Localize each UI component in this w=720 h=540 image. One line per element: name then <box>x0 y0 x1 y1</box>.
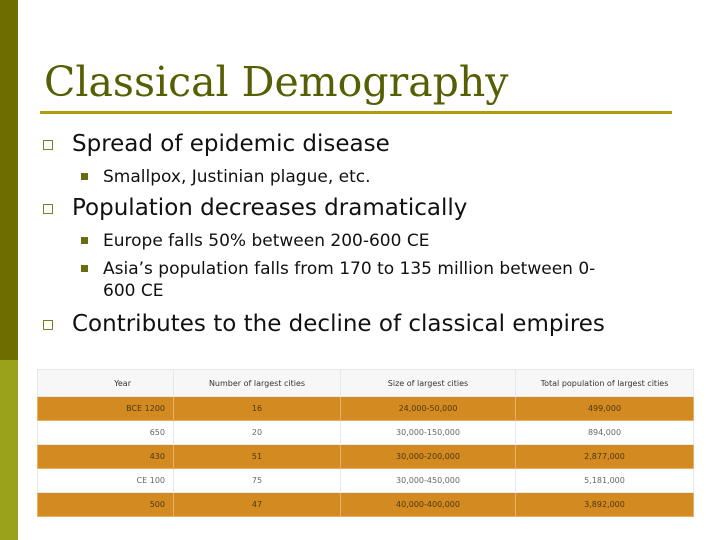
left-accent-bar-top <box>0 0 18 118</box>
column-header-year: Year <box>38 370 174 397</box>
table-row <box>38 469 694 493</box>
population-table <box>37 369 694 517</box>
filled-square-bullet-icon <box>81 265 88 272</box>
square-bullet-icon <box>43 140 53 150</box>
sub-bullet-text: Asia’s population falls from 170 to 135 million between 0- <box>103 259 596 279</box>
square-bullet-icon <box>43 204 53 214</box>
sub-bullet-text: Smallpox, Justinian plague, etc. <box>103 167 371 187</box>
sub-bullet-text-continued: 600 CE <box>103 281 164 301</box>
filled-square-bullet-icon <box>81 237 88 244</box>
column-header-number: Number of largest cities <box>174 370 341 397</box>
bullet-text: Population decreases dramatically <box>72 195 468 221</box>
cell-year: 650 <box>38 421 174 445</box>
cell-size: 40,000-400,000 <box>341 493 516 517</box>
table-row <box>38 445 694 469</box>
cell-year: 500 <box>38 493 174 517</box>
table-row <box>38 493 694 517</box>
cell-year: BCE 1200 <box>38 397 174 421</box>
table-header-row <box>38 370 694 397</box>
filled-square-bullet-icon <box>81 173 88 180</box>
cell-size: 30,000-450,000 <box>341 469 516 493</box>
sub-bullet-text: Europe falls 50% between 200-600 CE <box>103 231 430 251</box>
cell-year: 430 <box>38 445 174 469</box>
cell-total: 3,892,000 <box>516 493 694 517</box>
table-row <box>38 397 694 421</box>
cell-total: 5,181,000 <box>516 469 694 493</box>
bullet-text: Spread of epidemic disease <box>72 131 390 157</box>
bullet-text: Contributes to the decline of classical empires <box>72 311 605 337</box>
cell-number: 47 <box>174 493 341 517</box>
column-header-size: Size of largest cities <box>341 370 516 397</box>
title-underline <box>40 111 672 114</box>
cell-size: 24,000-50,000 <box>341 397 516 421</box>
cell-size: 30,000-150,000 <box>341 421 516 445</box>
cell-year: CE 100 <box>38 469 174 493</box>
cell-total: 894,000 <box>516 421 694 445</box>
table-row <box>38 421 694 445</box>
left-accent-bar <box>0 0 18 540</box>
cell-number: 16 <box>174 397 341 421</box>
square-bullet-icon <box>43 320 53 330</box>
left-accent-bar-bottom <box>0 360 18 540</box>
column-header-total: Total population of largest cities <box>516 370 694 397</box>
cell-number: 75 <box>174 469 341 493</box>
cell-total: 2,877,000 <box>516 445 694 469</box>
cell-number: 51 <box>174 445 341 469</box>
slide-title: Classical Demography <box>44 58 509 106</box>
cell-total: 499,000 <box>516 397 694 421</box>
cell-size: 30,000-200,000 <box>341 445 516 469</box>
cell-number: 20 <box>174 421 341 445</box>
